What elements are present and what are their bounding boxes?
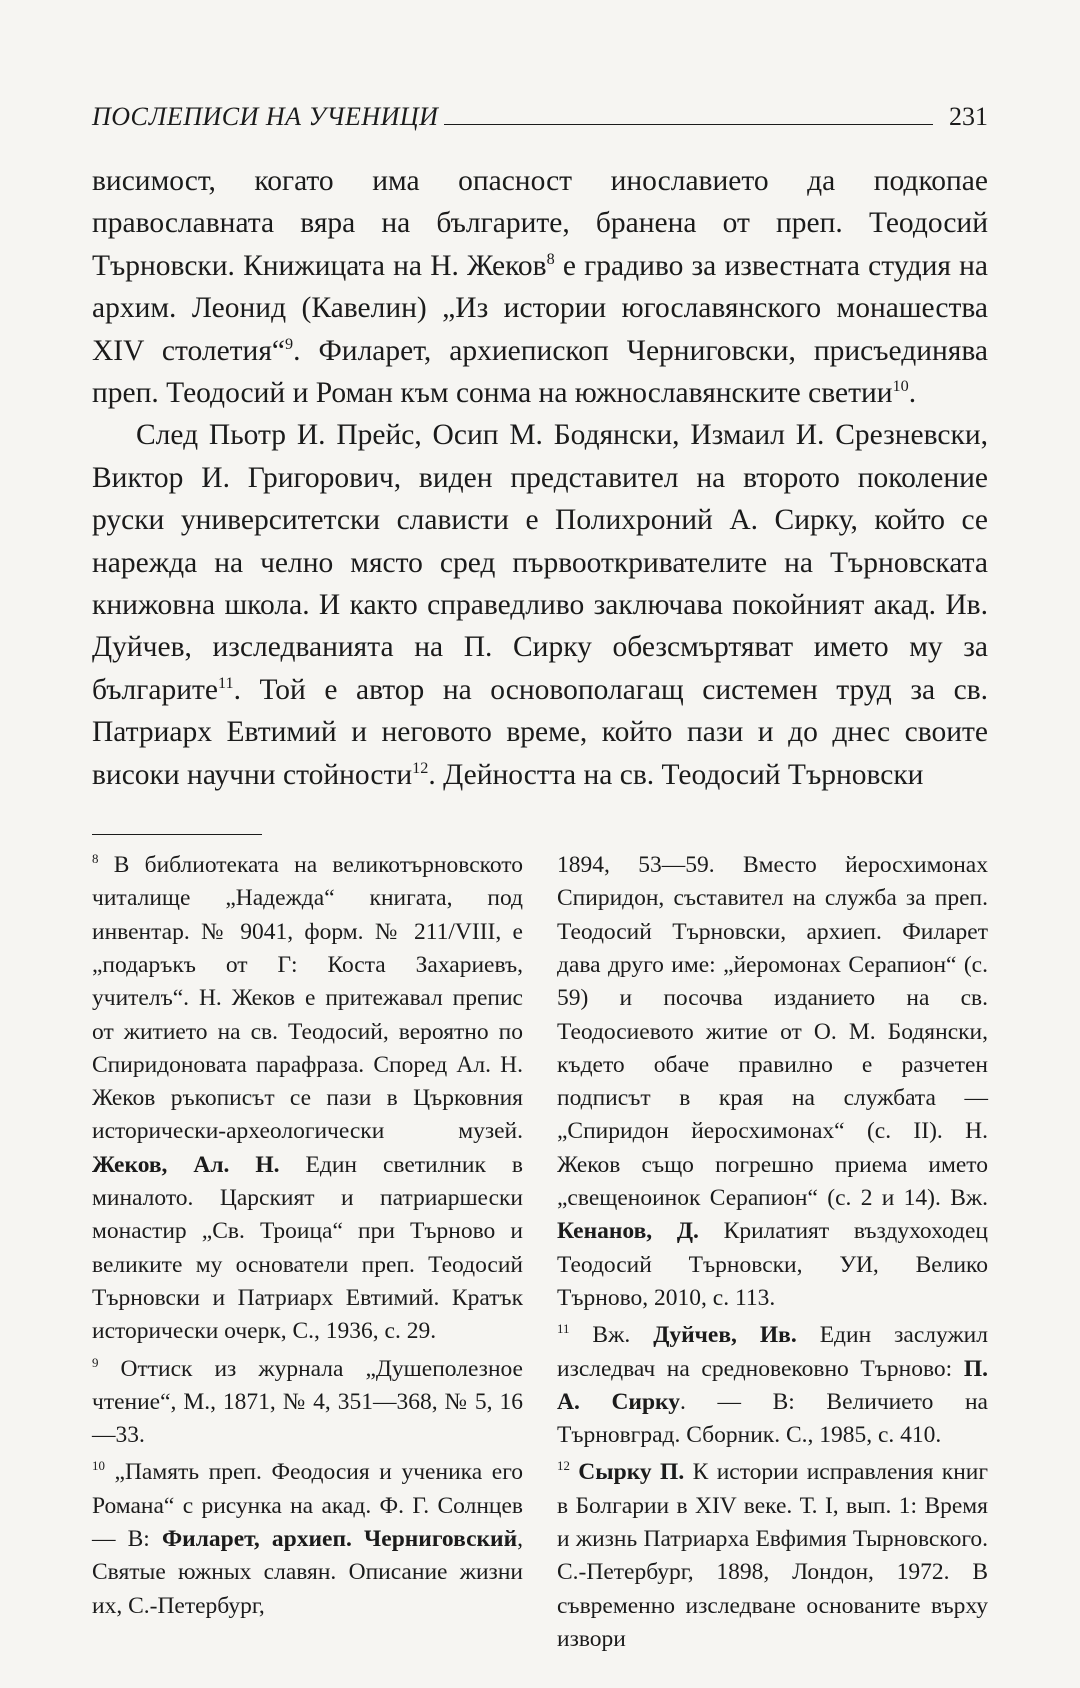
footnote-text: Един заслужил изследвач на средновековно Търново: [557, 1322, 988, 1382]
footnote-author: Дуйчев, Ив. [653, 1322, 797, 1349]
paragraph-text: След Пьотр И. Прейс, Осип М. Бодянски, Измаил И. Срезневски, Виктор И. Григорович, виден представител на второто поколение руски университетски слависти е Полихроний А. Сирку, който се нарежда на челно място сред първооткривателите на Търновската книжовна школа. И както справедливо заключава покойният акад. Ив. Дуйчев, изследванията на П. Сирку обезсмъртяват името му за българите [92, 419, 988, 706]
page-number: 231 [949, 102, 988, 131]
footnote-text: Крилатият въздухоходец Теодосий Търновски, УИ, Велико Търново, 2010, с. 113. [557, 1218, 988, 1311]
footnote-ref: 11 [217, 674, 234, 693]
footnote-author: Филарет, архиеп. Черниговский [161, 1526, 518, 1553]
footnote-number: 12 [557, 1458, 570, 1474]
footnote-ref: 8 [546, 249, 555, 268]
paragraph-text: . Той е автор на основополагащ системен труд за св. Патриарх Евтимий и неговото време, който пази и до днес своите високи научни стойности [92, 673, 988, 791]
footnote-text: Един светилник в миналото. Царският и патриаршески монастир „Св. Троица“ при Търново и великите му основатели преп. Теодосий Търновски и Патриарх Евтимий. Кратък исторически очерк, С., 1936, с. 29. [92, 1151, 523, 1345]
page-header [92, 96, 988, 132]
footnotes [92, 849, 988, 1656]
footnote-number: 11 [557, 1321, 570, 1337]
footnote-9 [92, 1353, 523, 1453]
header-rule [444, 124, 933, 125]
footnote-author: Жеков, Ал. Н. [92, 1151, 280, 1178]
footnote-author: Кенанов, Д. [557, 1218, 699, 1245]
paragraph-text: . Филарет, архиепископ Черниговски, присъединява преп. Теодосий и Роман към сонма на южнославянските светии [92, 334, 988, 410]
footnote-rule [92, 834, 262, 835]
paragraph-text: . [908, 377, 917, 410]
footnote-text: К истории исправления книг в Болгарии в XIV веке. Т. I, вып. 1: Время и жизнь Патриарха Евфимия Тырновского. С.-Петербург, 1898, Лондон, 1972. В съвременно изследване основаните върху извори [557, 1459, 989, 1652]
footnote-column-right [557, 849, 988, 1656]
footnote-author: Сырку П. [569, 1459, 685, 1486]
footnote-ref: 10 [892, 377, 909, 396]
paragraph-text: висимост, когато има опасност инославието да подкопае православната вяра на българите, бранена от преп. Теодосий Търновски. Книжицата на Н. Жеков [92, 165, 988, 282]
footnote-text: 1894, 53—59. Вместо йеросхимонах Спиридон, съставител на служба за преп. Теодосий Търновски, архиеп. Филарет дава друго име: „йеромонах Серапион“ (с. 59) и посочва изданието на св. Теодосиевото житие от О. М. Бодянски, където обаче правилно е разчетен подписът в края на службата — „Спиридон йеросхимонах“ (с. II). Н. Жеков също погрешно приема името „свещеноинок Серапион“ (с. 2 и 14). Вж. [557, 852, 988, 1212]
footnote-8 [92, 849, 523, 1348]
paragraph-text: . Дейността на св. Теодосий Търновски [428, 758, 924, 791]
paragraph-2 [92, 414, 988, 796]
main-text [92, 160, 988, 796]
footnote-text: Оттиск из журнала „Душеполезное чтение“, М., 1871, № 4, 351—368, № 5, 16—33. [92, 1355, 523, 1449]
footnote-12 [557, 1456, 988, 1656]
footnote-number: 10 [92, 1458, 105, 1474]
footnote-column-left [92, 849, 523, 1656]
paragraph-text: е градиво за известната студия на архим. Леонид (Кавелин) „Из истории югославянского монашества XIV столетия“ [92, 249, 989, 367]
paragraph-1 [92, 160, 988, 414]
footnote-number: 8 [92, 851, 99, 867]
footnote-text: Вж. [569, 1322, 654, 1349]
footnote-10 [92, 1456, 523, 1622]
footnote-text: . — В: Величието на Търновград. Сборник. С., 1985, с. 410. [557, 1388, 988, 1449]
footnote-text: , Святые южных славян. Описание жизни их, С.-Петербург, [92, 1526, 523, 1619]
footnote-text: В библиотеката на великотърновското читалище „Надежда“ книгата, под инвентар. № 9041, форм. № 211/VIII, е „подаръкъ от Г: Коста Захариевъ, учителъ“. Н. Жеков е притежавал препис от житието на св. Теодосий, вероятно по Спиридоновата парафраза. Според Ал. Н. Жеков ръкописът се пази в Църковния исторически-археологически музей. [92, 852, 523, 1145]
book-page [92, 96, 988, 1656]
footnote-11 [557, 1319, 988, 1452]
running-title: ПОСЛЕПИСИ НА УЧЕНИЦИ [92, 102, 439, 131]
footnote-author: П. А. Сирку [557, 1355, 988, 1415]
footnote-ref: 9 [285, 334, 294, 353]
footnote-text: „Память преп. Феодосия и ученика его Романа“ с рисунка на акад. Ф. Г. Солнцев — В: [92, 1459, 523, 1553]
footnote-ref: 12 [412, 758, 429, 777]
footnote-number: 9 [92, 1354, 99, 1370]
footnote-10-continued [557, 849, 988, 1315]
